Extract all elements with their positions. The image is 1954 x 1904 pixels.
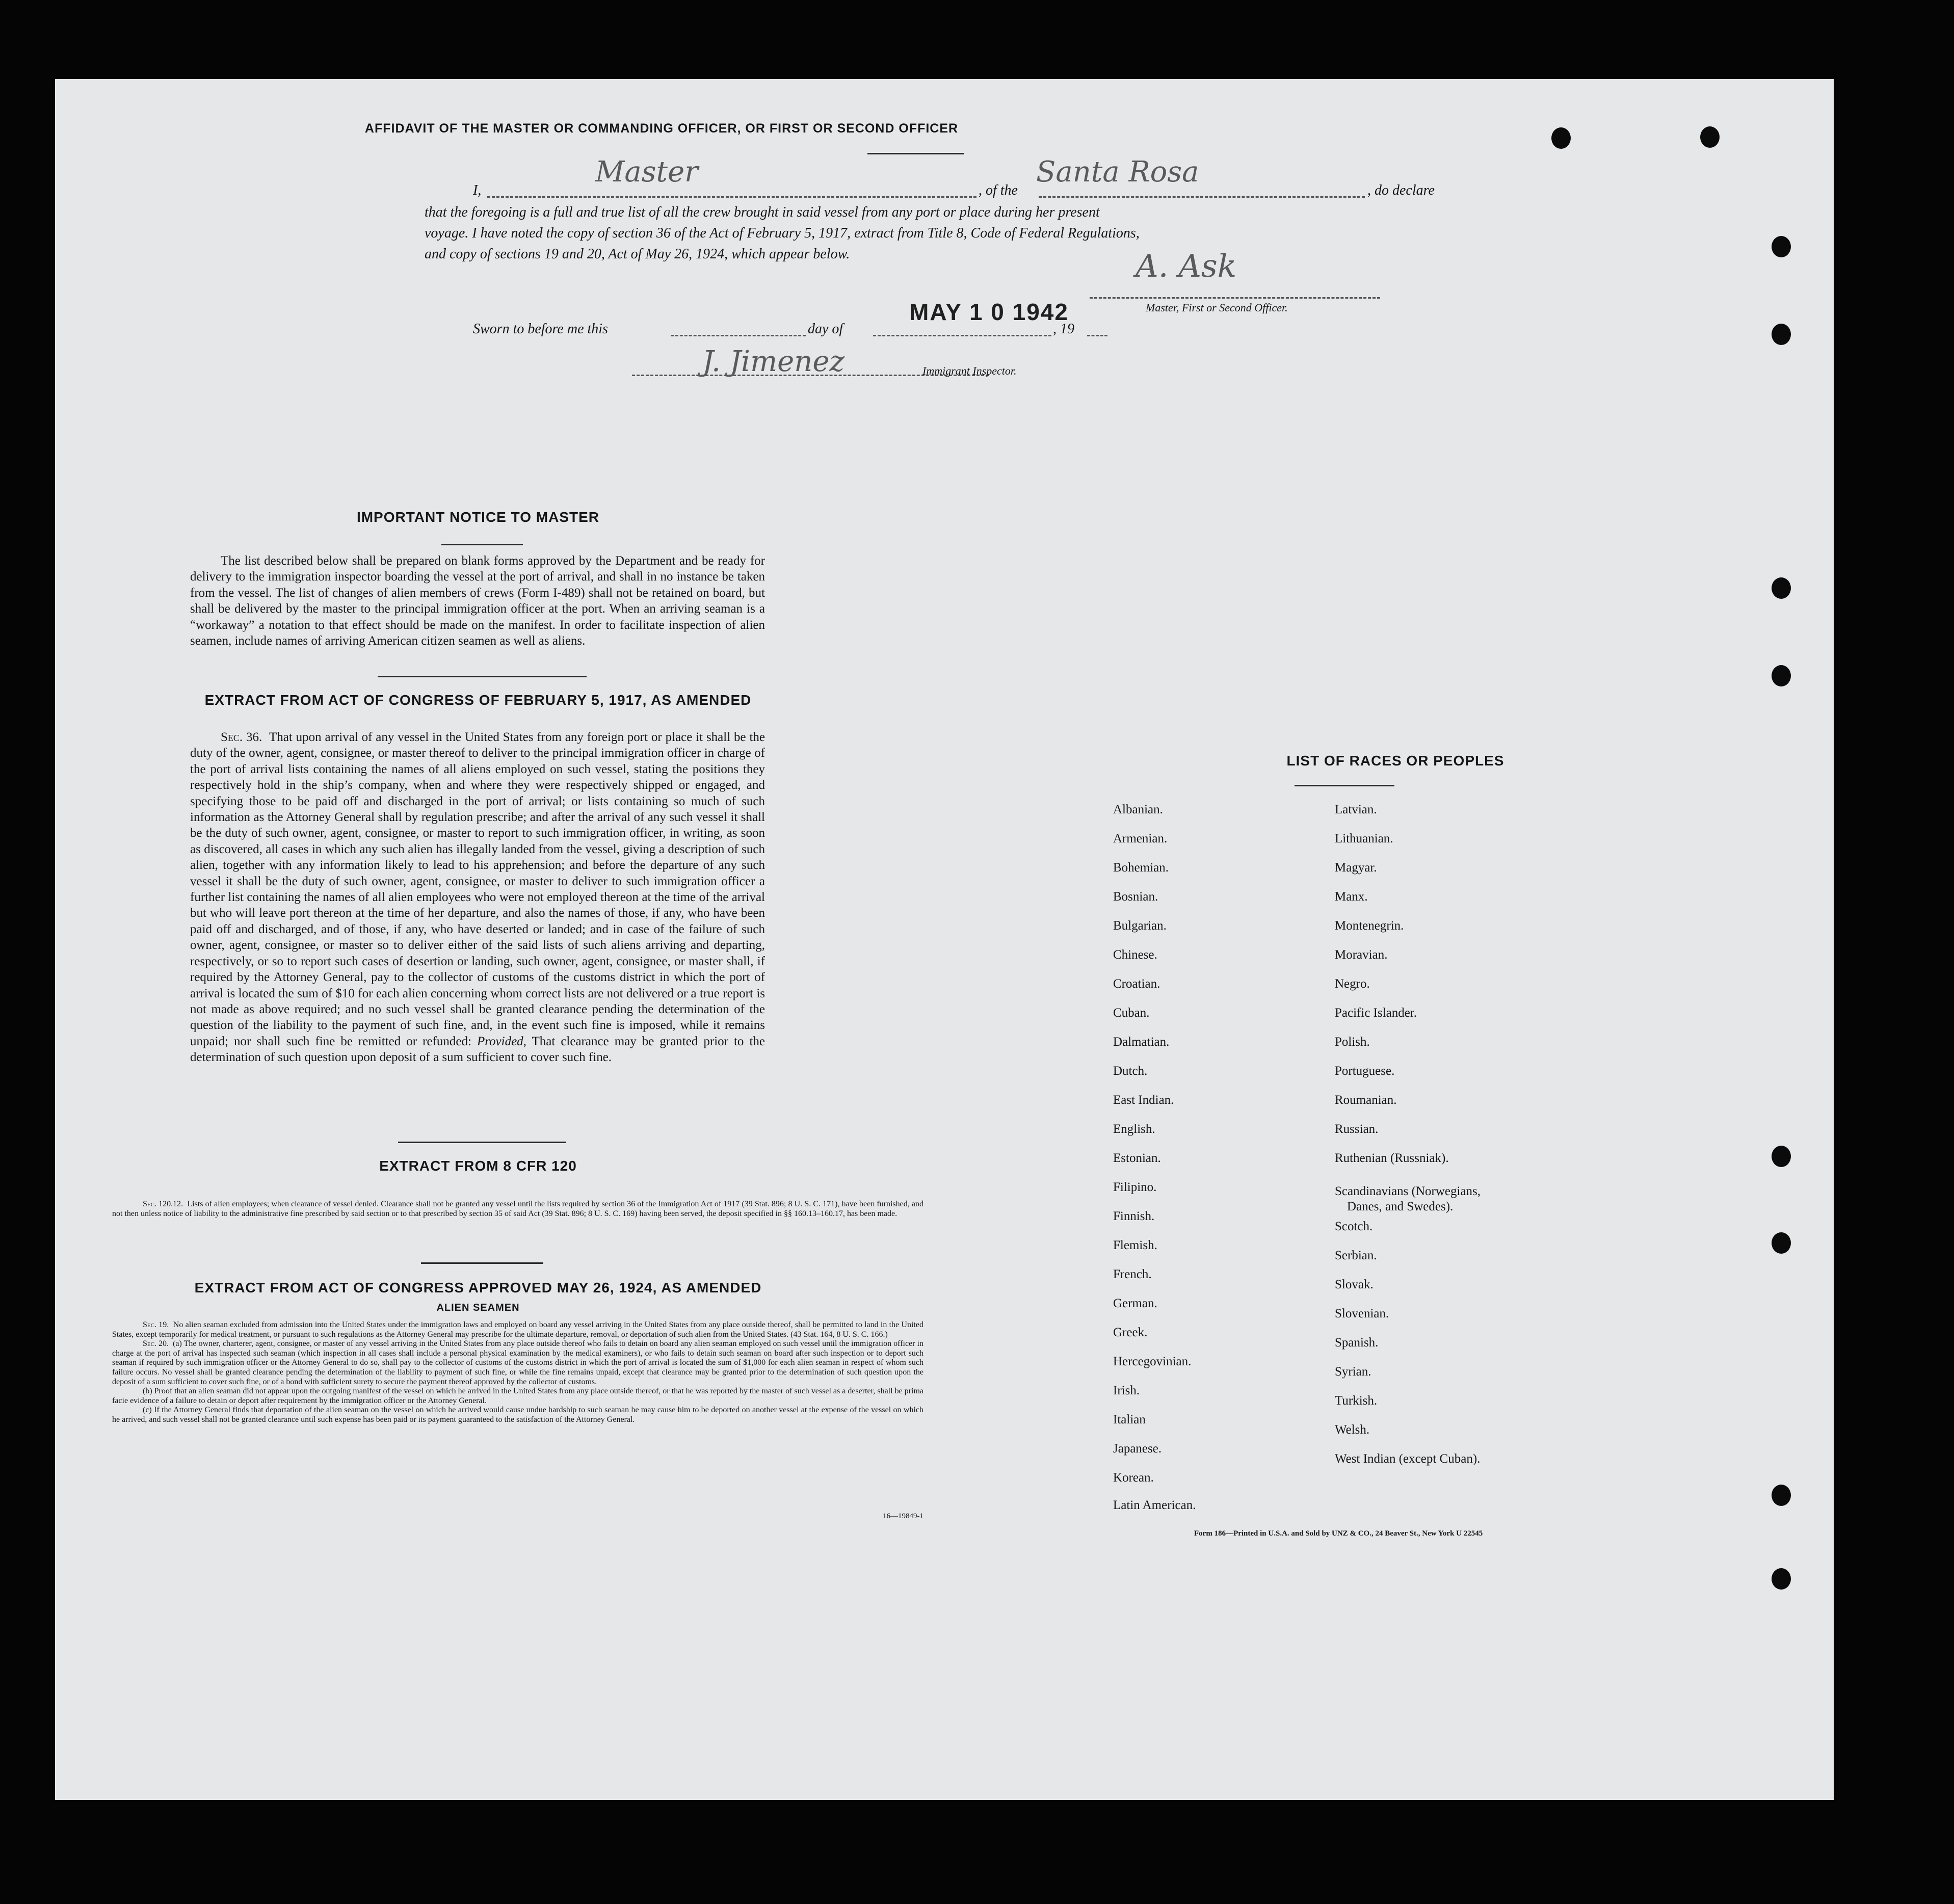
race-item: Latvian.: [1335, 803, 1377, 816]
race-item: Finnish.: [1113, 1209, 1155, 1223]
race-item: Magyar.: [1335, 861, 1377, 875]
race-item: Syrian.: [1335, 1365, 1371, 1379]
section-36-label: Sec. 36.: [221, 730, 262, 744]
punch-hole: [1772, 665, 1791, 686]
race-item: Estonian.: [1113, 1151, 1161, 1165]
race-item: Lithuanian.: [1335, 832, 1393, 845]
race-item: French.: [1113, 1267, 1152, 1281]
printer-imprint: Form 186—Printed in U.S.A. and Sold by UNZ & CO., 24 Beaver St., New York U 22545: [1194, 1529, 1483, 1538]
race-item: Dalmatian.: [1113, 1035, 1170, 1049]
divider: [867, 153, 964, 154]
punch-hole: [1772, 1568, 1791, 1590]
alien-seamen-subtitle: ALIEN SEAMEN: [436, 1302, 520, 1313]
race-item: English.: [1113, 1122, 1155, 1136]
race-item: Pacific Islander.: [1335, 1006, 1417, 1020]
race-item: Flemish.: [1113, 1238, 1157, 1252]
cfr-section-label: Sec. 120.12.: [143, 1200, 183, 1208]
proviso-word: Provided,: [477, 1034, 526, 1048]
section-20a-body: (a) The owner, charterer, agent, consignee, or master of any vessel arriving in the United States from any place outside thereof who fails to detain on board any alien seaman employed on such vessel until the immigration officer in charge at the port of arrival has inspected such seaman (which inspection in all cases shall include a personal physical examination by the medical examiners), or who fails to detain such seaman on board after such inspection or to deport such seaman if required by such immigration officer or the Attorney General to do so, shall pay to the collector of customs of the customs district in which the port of arrival is located the sum of $1,000 for each alien seaman in respect of whom such failure occurs. No vessel shall be granted clearance pending the determination of the liability to payment of such fine, or while the fine remains unpaid, except that clearance may be granted prior to the determination of such question upon the deposit of a sum sufficient to cover such fine, or of a bond with sufficient surety to secure the payment thereof approved by the collector of customs.: [112, 1339, 923, 1386]
affidavit-line-3: voyage. I have noted the copy of section 36 of the Act of February 5, 1917, extract from Title 8, Code of Federal Regulations,: [425, 225, 1140, 241]
extract-1924-title: EXTRACT FROM ACT OF CONGRESS APPROVED MAY 26, 1924, AS AMENDED: [194, 1280, 762, 1295]
race-item: Negro.: [1335, 977, 1370, 991]
punch-hole: [1772, 1146, 1791, 1167]
races-title: LIST OF RACES OR PEOPLES: [1286, 753, 1504, 769]
notice-title: IMPORTANT NOTICE TO MASTER: [356, 509, 600, 525]
race-item: Latin American.: [1113, 1498, 1196, 1512]
section-20b-body: (b) Proof that an alien seaman did not appear upon the outgoing manifest of the vessel on which he arrived in the United States from any place outside thereof, or that he was reported by the master of such vessel as a deserter, shall be prima facie evidence of a failure to detain or deport after requirement by the immigration officer or the Attorney General.: [112, 1387, 923, 1405]
race-item: East Indian.: [1113, 1093, 1174, 1107]
inspector-signature: J. Jimenez: [702, 345, 845, 378]
race-item: Armenian.: [1113, 832, 1168, 845]
divider: [398, 1142, 566, 1143]
race-item: Cuban.: [1113, 1006, 1150, 1020]
affidavit-do-declare: , do declare: [1367, 182, 1435, 198]
punch-hole: [1772, 236, 1791, 257]
divider: [441, 544, 523, 545]
blank-line: [671, 335, 806, 336]
punch-hole: [1700, 126, 1720, 148]
race-item: Italian: [1113, 1413, 1146, 1426]
signature-line: [1090, 297, 1380, 299]
section-36-body: That upon arrival of any vessel in the United States from any foreign port or place it shall be the duty of the owner, agent, consignee, or master thereof to deliver to the principal immigration officer in charge of the port of arrival lists containing the names of all aliens employed on such vessel, stating the positions they respectively hold in the ship’s company, when and where they were respectively shipped or engaged, and specifying those to be paid off and discharged in the port of arrival; or lists containing so much of such information as the Attorney General shall by regulation prescribe; and after the arrival of any such vessel it shall be the duty of such owner, agent, consignee, or master to report to such immigration officer, in writing, as soon as discovered, all cases in which any such alien has illegally landed from the vessel, giving a description of such alien, together with any information likely to lead to his apprehension; and before the departure of any such vessel it shall be the duty of such owner, agent, consignee, or master to deliver to such immigration officer a further list containing the names of all alien employees who were not employed thereon at the time of the arrival but who will leave port thereon at the time of her departure, and also the names of those, if any, who have been paid off and discharged, and of those, if any, who have deserted or landed; and in case of the failure of such owner, agent, consignee, or master so to deliver either of the said lists of such aliens arriving and departing, respectively, or so to report such cases of desertion or landing, such owner, agent, consignee, or master shall, if required by the Attorney General, pay to the collector of customs of the customs district in which the port of arrival is located the sum of $10 for each alien concerning whom correct lists are not delivered or a true report is not made as above required; and no such vessel shall be granted clearance pending the determination of the question of the liability to the payment of such fine, and, in the event such fine is imposed, while it remains unpaid; nor shall such fine be remitted or refunded:: [190, 730, 765, 1048]
race-item: Chinese.: [1113, 948, 1157, 962]
document-page: [55, 79, 1834, 1800]
affidavit-title: AFFIDAVIT OF THE MASTER OR COMMANDING OFFICER, OR FIRST OR SECOND OFFICER: [364, 121, 959, 136]
race-item: Portuguese.: [1335, 1064, 1395, 1078]
race-item: Hercegovinian.: [1113, 1355, 1192, 1368]
punch-hole: [1772, 1232, 1791, 1254]
race-item: Moravian.: [1335, 948, 1388, 962]
form-code: 16—19849-1: [883, 1512, 923, 1520]
affidavit-i-label: I,: [473, 182, 482, 198]
section-19-label: Sec. 19.: [143, 1320, 169, 1329]
race-item: Irish.: [1113, 1384, 1140, 1397]
race-item: Greek.: [1113, 1326, 1148, 1339]
blank-line: [487, 196, 976, 198]
race-item: Croatian.: [1113, 977, 1160, 991]
race-item: Turkish.: [1335, 1394, 1378, 1408]
race-item: Bulgarian.: [1113, 919, 1167, 933]
affidavit-line-4: and copy of sections 19 and 20, Act of May 26, 1924, which appear below.: [425, 246, 850, 262]
blank-line: [1087, 335, 1107, 336]
race-item: Russian.: [1335, 1122, 1379, 1136]
race-item: Dutch.: [1113, 1064, 1148, 1078]
race-item: Filipino.: [1113, 1180, 1157, 1194]
divider: [1295, 785, 1394, 786]
filled-vessel-handwriting: Santa Rosa: [1036, 155, 1199, 189]
race-item: Montenegrin.: [1335, 919, 1404, 933]
race-item: West Indian (except Cuban).: [1335, 1452, 1481, 1466]
punch-hole: [1772, 1485, 1791, 1506]
blank-line: [1039, 196, 1365, 198]
date-stamp: MAY 1 0 1942: [909, 299, 1069, 325]
race-item: Polish.: [1335, 1035, 1370, 1049]
master-signature: A. Ask: [1136, 247, 1237, 284]
filled-title-handwriting: Master: [595, 155, 698, 189]
divider: [378, 676, 587, 677]
race-item: Spanish.: [1335, 1336, 1379, 1350]
race-item: Japanese.: [1113, 1442, 1162, 1456]
extract-1924-body: [112, 1320, 923, 1425]
race-item: Ruthenian (Russniak).: [1335, 1151, 1449, 1165]
sworn-label: Sworn to before me this: [473, 321, 608, 337]
race-item: Manx.: [1335, 890, 1368, 904]
affidavit-of-the: , of the: [979, 182, 1018, 198]
race-item: German.: [1113, 1297, 1157, 1310]
cfr-section: [112, 1200, 923, 1219]
master-caption: Master, First or Second Officer.: [1146, 301, 1288, 314]
year-prefix: , 19: [1053, 321, 1074, 337]
day-of-label: day of: [808, 321, 843, 337]
race-item: Slovak.: [1335, 1278, 1374, 1291]
inspector-caption: Immigrant Inspector.: [922, 364, 1017, 377]
punch-hole: [1772, 577, 1791, 599]
race-item: Korean.: [1113, 1471, 1154, 1485]
section-20c-body: (c) If the Attorney General finds that deportation of the alien seaman on the vessel on which he arrived would cause undue hardship to such seaman he may cause him to be deported on another vessel at the expense of the vessel on which he arrived, and such vessel shall not be granted clearance until such expense has been paid or its payment guaranteed to the satisfaction of the Attorney General.: [112, 1406, 923, 1424]
race-item: Slovenian.: [1335, 1307, 1389, 1320]
race-item: Welsh.: [1335, 1423, 1370, 1437]
race-item: Bohemian.: [1113, 861, 1169, 875]
proviso-text: That clearance may be granted prior to the determination of such question upon deposit of a sum sufficient to cover such fine.: [190, 1034, 765, 1065]
race-item: Scandinavians (Norwegians,: [1335, 1184, 1481, 1198]
race-item: Bosnian.: [1113, 890, 1158, 904]
race-item: Scotch.: [1335, 1220, 1373, 1233]
affidavit-line-2: that the foregoing is a full and true list of all the crew brought in said vessel from any port or place during her present: [425, 204, 1100, 220]
extract-1917-title: EXTRACT FROM ACT OF CONGRESS OF FEBRUARY 5, 1917, AS AMENDED: [204, 692, 752, 708]
section-36: [190, 729, 765, 1066]
race-item: Albanian.: [1113, 803, 1163, 816]
race-item: Roumanian.: [1335, 1093, 1397, 1107]
punch-hole: [1551, 127, 1571, 149]
section-19-body: No alien seaman excluded from admission into the United States under the immigration laws and employed on board any vessel arriving in the United States from any place outside thereof, shall be permitted to land in the United States, except temporarily for medical treatment, or pursuant to such regulations as the Attorney General may prescribe for the ultimate departure, removal, or deportation of such alien from the United States. (43 Stat. 164, 8 U. S. C. 166.): [112, 1320, 923, 1339]
notice-body: [190, 553, 765, 649]
section-20-label: Sec. 20.: [143, 1339, 169, 1348]
race-item: Danes, and Swedes).: [1347, 1200, 1454, 1213]
cfr-title: EXTRACT FROM 8 CFR 120: [379, 1158, 577, 1174]
blank-line: [873, 335, 1051, 336]
notice-paragraph: The list described below shall be prepared on blank forms approved by the Department and be ready for delivery to the immigration inspector boarding the vessel at the port of arrival, and shall in no instance be taken from the vessel. The list of changes of alien members of crews (Form I-489) shall not be retained on board, but shall be delivered by the master to the principal immigration officer at the port. When an arriving seaman is a “workaway” a notation to that effect should be made on the manifest. In order to facilitate inspection of alien seamen, include names of arriving American citizen seamen as well as aliens.: [190, 554, 765, 648]
divider: [421, 1262, 543, 1264]
punch-hole: [1772, 324, 1791, 345]
cfr-section-body: Lists of alien employees; when clearance of vessel denied. Clearance shall not be granted any vessel until the lists required by section 36 of the Immigration Act of 1917 (39 Stat. 896; 8 U. S. C. 171), have been furnished, and not then unless notice of liability to the administrative fine prescribed by said section or to that prescribed by section 35 of said Act (39 Stat. 896; 8 U. S. C. 169) having been served, the deposit specified in §§ 160.13–160.17, has been made.: [112, 1200, 923, 1218]
race-item: Serbian.: [1335, 1249, 1377, 1262]
